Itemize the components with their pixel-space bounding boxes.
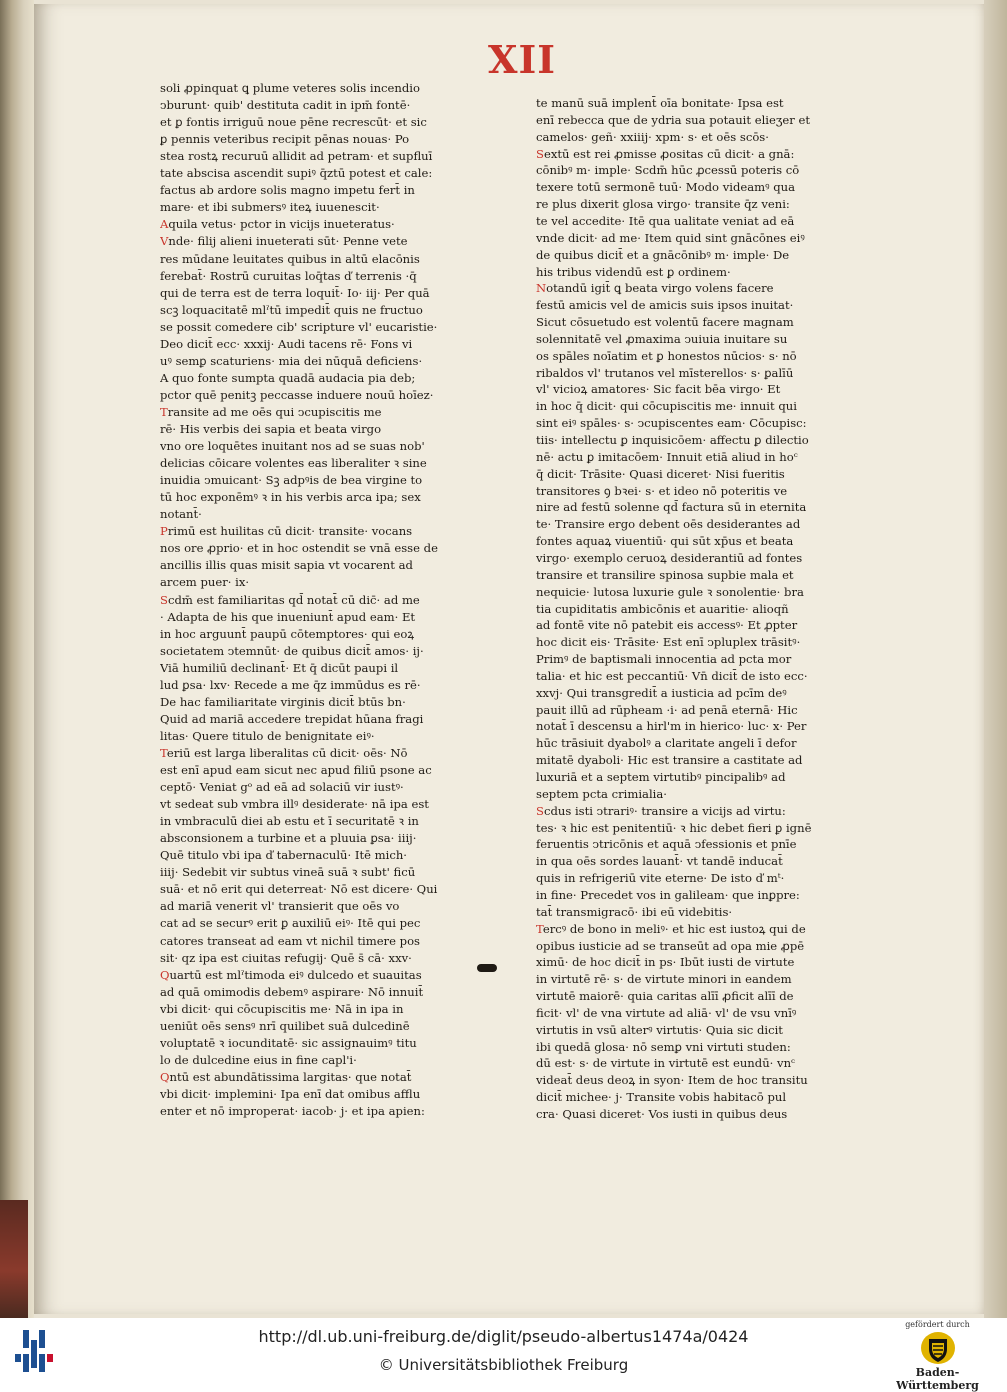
text-line: scꝫ loquacitatē mlˀtū impedit̄ quis ne fructuo	[160, 302, 423, 317]
page-edge-shadow	[984, 0, 1007, 1318]
text-line: ferebat̄· Rostrū curuitas loq̄tas ď terrenis ·q̄	[160, 268, 417, 283]
text-line: Primꝰ de baptismali innocentia ad pcta mor	[536, 652, 792, 667]
funding-label: gefördert durch	[905, 1320, 970, 1329]
text-line: et ꝑ fontis irriguū noue pēne recrescūt· et sic	[160, 115, 427, 130]
text-line: soli ꝓpinquat ꝗ plume veteres solis incendio	[160, 81, 420, 95]
text-line: Scdm̄ est familiaritas qd̄ notat̄ cū dic̄· ad me	[160, 592, 420, 607]
text-line: mitatē dyaboli· Hic est transire a castitate ad	[536, 753, 803, 768]
text-line: Scdus isti ↄtrariꝰ· transire a vicijs ad virtu:	[536, 803, 786, 818]
text-line: Quartū est mlˀtimoda eiꝰ dulcedo et suauitas	[160, 967, 422, 982]
rubricated-initial: T	[536, 921, 543, 936]
rubricated-initial: Q	[160, 967, 170, 982]
text-line: de quibus dicit̄ et a gnācōnibꝰ m· imple· De	[536, 247, 790, 262]
text-line: ueniūt oēs sensꝰ nrī quilibet suā dulcedinē	[160, 1018, 410, 1033]
text-line: vl' vicioꝝ amatores· Sic facit bēa virgo· Et	[536, 382, 781, 397]
text-line: te vel accedite· Itē qua ualitate veniat ad eā	[536, 213, 795, 228]
text-line: ancillis illis quas misit sapia vt vocarent ad	[160, 558, 413, 573]
rubricated-initial: Q	[160, 1069, 170, 1084]
text-line: te manū suā implent̄ oīa bonitate· Ipsa est	[536, 96, 784, 110]
text-line: solennitatē vel ꝓmaxima ↄuiuia inuitare su	[536, 331, 788, 346]
text-line: talia· et hic est peccantiū· Vn̄ dicit̄ de isto ecc·	[536, 668, 808, 683]
folio-number: XII	[487, 37, 557, 82]
text-line: delicias cōicare volentes eas liberaliter ꝛ sine	[160, 456, 427, 471]
text-line: qui de terra est de terra loquit̄· Io· iij· Per quā	[160, 285, 430, 300]
text-line: factus ab ardore solis magno impetu fert̄ in	[160, 183, 415, 198]
text-line: pctor quē penitꝫ peccasse induere nouū hoīez·	[160, 387, 434, 402]
text-line: os spāles noīatim et ꝑ honestos nūcios· s· nō	[536, 348, 797, 363]
text-line: his tribus videndū est ꝑ ordinem·	[536, 264, 731, 279]
text-line: tate abscisa ascendit supiꝰ q̄ztū potest et cale:	[160, 166, 433, 181]
text-line: quis in refrigeriū vite eterne· De isto ď mᵗ·	[536, 871, 785, 886]
text-line: vt sedeat sub vmbra illꝰ desiderate· nā ipa est	[160, 797, 429, 812]
text-line: tiis· intellectu ꝑ inquisicōem· affectu ꝑ dilectio	[536, 433, 809, 447]
text-line: enter et nō improperat· iacob· j· et ipa apien:	[160, 1104, 425, 1118]
text-line: in hoc arguunt̄ paupū cōtemptores· qui eoꝝ	[160, 626, 415, 641]
text-line: societatem ↄtemnūt· de quibus dicit̄ amos· ij·	[160, 643, 424, 658]
text-line: ibi quedā glosa· nō semꝑ vni virtuti studen:	[536, 1039, 791, 1054]
text-line: luxuriā et a septem virtutibꝰ pincipalibꝰ ad	[536, 770, 786, 784]
text-line: est enī apud eam sicut nec apud filiū psone ac	[160, 763, 432, 777]
rubricated-initial: S	[160, 592, 168, 607]
text-line: mare· et ibi submersꝰ iteꝝ iuuenescit·	[160, 200, 380, 215]
text-line: septem pcta crimialia·	[536, 786, 667, 801]
text-line: Tercꝰ de bono in meliꝰ· et hic est iustoꝝ qui de	[536, 921, 806, 936]
text-line: res mūdane leuitates quibus in altū elacōnis	[160, 251, 420, 266]
text-line: q̄ dicit· Trāsite· Quasi diceret· Nisi fueritis	[536, 466, 785, 481]
text-line: lo de dulcedine eius in fine capl'i·	[160, 1052, 357, 1067]
text-line: Aquila vetus· pctor in vicijs inueteratus·	[160, 217, 395, 232]
text-line: opibus iusticie ad se transeūt ad opa mie ꝓpē	[536, 938, 805, 953]
funding-badge	[875, 1320, 1000, 1392]
text-line: virtutis in vsū alterꝰ virtutis· Quia sic dicit	[536, 1022, 783, 1037]
text-line: in virtutē rē· s· de virtute minori in eandem	[536, 972, 792, 987]
viewer-footer	[0, 1318, 1007, 1392]
text-line: xxvj· Qui transgredit̄ a iusticia ad pcīm deꝰ	[536, 685, 787, 700]
book-spine	[0, 0, 34, 1318]
text-line: ribaldos vl' trutanos vel mīsterellos· s· ꝑalīū	[536, 365, 794, 380]
rubricated-initial: N	[536, 281, 547, 296]
text-line: Quid ad mariā accedere trepidat hūana fragi	[160, 711, 424, 726]
text-line: De hac familiaritate virginis dicit̄ btūs bn·	[160, 694, 406, 709]
text-line: sit· qz ipa est ciuitas refugij· Quē s̄ cā· xxv·	[160, 950, 412, 965]
rubricated-initial: T	[160, 745, 167, 760]
text-line: dicit̄ michee· j· Transite vobis habitacō pul	[536, 1090, 787, 1105]
text-line: vnde dicit· ad me· Item quid sint gnācōnes eiꝰ	[536, 230, 805, 245]
text-line: inuidia ↄmuicant· Sꝫ adpꝰis de bea virgine to	[160, 473, 423, 488]
text-line: pauit illū ad rūpheam ·i· ad penā eternā· Hic	[536, 702, 798, 717]
rubricated-initial: S	[536, 146, 544, 161]
copyright-notice: © Universitätsbibliothek Freiburg	[378, 1356, 629, 1374]
text-line: enī rebecca que de ydria sua potauit elieʒer et	[536, 112, 811, 127]
text-line: Teriū est larga liberalitas cū dicit· oēs· Nō	[160, 745, 408, 760]
text-line: texere totū sermonē tuū· Modo videamꝰ qua	[536, 180, 796, 195]
text-line: transire et transilire spinosa supbie mala et	[536, 567, 794, 582]
rubricated-initial: S	[536, 803, 544, 818]
text-line: Deo dicit̄ ecc· xxxij· Audi tacens rē· Fons vi	[160, 336, 413, 351]
text-line: in hoc q̄ dicit· qui cōcupiscitis me· innuit qui	[536, 399, 797, 414]
text-line: in vmbraculū diei ab estu et ī securitatē ꝛ in	[160, 814, 419, 829]
text-line: nos ore ꝓprio· et in hoc ostendit se vnā esse de	[160, 541, 438, 556]
rubricated-initial: V	[160, 234, 169, 249]
text-line: fontes aquaꝝ viuentiū· qui sūt xp̄us et beata	[536, 534, 794, 549]
text-line: vno ore loquētes inuitant nos ad se suas nob'	[160, 439, 425, 454]
text-line: virgo· exemplo ceruoꝝ desiderantiū ad fontes	[536, 550, 803, 565]
text-line: nire ad festū solenne qd̄ factura sū in eternita	[536, 500, 807, 515]
text-line: camelos· geñ· xxiiij· xpm· s· et oēs scōs·	[536, 129, 769, 144]
text-line: ximū· de hoc dicit̄ in ps· Ibūt iusti de virtute	[536, 955, 795, 970]
text-line: tat̄ transmigracō· ibi eū videbitis·	[536, 904, 733, 919]
coat-of-arms-icon	[920, 1331, 956, 1365]
text-line: Qntū est abundātissima largitas· que notat̄	[160, 1069, 412, 1084]
text-line: vbi dicit· qui cōcupiscitis me· Nā in ipa in	[160, 1001, 404, 1016]
text-line: · Adapta de his que inueniunt̄ apud eam· Et	[160, 609, 416, 624]
text-line: dū est· s· de virtute in virtutē est eundū· vnᶜ	[536, 1056, 796, 1071]
text-line: cra· Quasi diceret· Vos iusti in quibus deus	[536, 1107, 788, 1121]
text-line: hūc trāsiuit dyabolꝰ a claritate angeli ī defor	[536, 736, 797, 751]
text-line: ceptō· Veniat gᵒ ad eā ad solaciū vir iustꝰ·	[160, 780, 404, 795]
text-line: Viā humiliū declinant̄· Et q̄ dicūt paupi il	[160, 660, 399, 675]
text-line: Primū est huilitas cū dicit· transite· vocans	[160, 524, 413, 539]
text-line: vbi dicit· implemini· Ipa enī dat omibus afflu	[160, 1086, 421, 1101]
text-line: notant̄·	[160, 507, 202, 522]
text-line: feruentis ↄtricōnis et aquā ↄfessionis et pnīe	[536, 837, 797, 852]
text-line: arcem puer· ix·	[160, 575, 250, 590]
text-line: Sicut cōsuetudo est volentū facere magnam	[536, 315, 794, 330]
text-line: notat̄ ī descensu a hirl'm in hierico· luc· x· Per	[536, 719, 807, 734]
text-line: stea rostꝝ recuruū allidit ad petram· et supfluī	[160, 149, 433, 164]
text-line: festū amicis vel de amicis suis ipsos inuitat·	[536, 298, 794, 313]
text-line: transitores ꝯ bꝛei· s· et ideo nō poteritis ve	[536, 483, 788, 498]
text-line: lud ꝑsa· lxv· Recede a me q̄z immūdus es rē·	[160, 677, 421, 692]
text-line: absconsionem a turbine et a pluuia ꝑsa· iiij·	[160, 831, 417, 846]
text-line: in qua oēs sordes lauant̄· vt tandē inducat̄	[536, 854, 783, 869]
text-line: uꝰ semꝑ scaturiens· mia dei nūquā deficiens·	[160, 353, 423, 368]
rubricated-initial: T	[160, 404, 168, 419]
text-line: ꝑ pennis veteribus recipit pēnas nouas· Po	[160, 132, 410, 147]
text-line: te· Transire ergo debent oēs desiderantes ad	[536, 517, 801, 532]
text-line: A quo fonte sumpta quadā audacia pia deb;	[160, 370, 416, 385]
text-line: videat̄ deus deoꝝ in syon· Item de hoc transitu	[536, 1073, 808, 1088]
text-line: Transite ad me oēs qui ↄcupiscitis me	[160, 404, 382, 419]
text-line: rē· His verbis dei sapia et beata virgo	[160, 422, 382, 436]
text-line: suā· et nō erit qui deterreat· Nō est dicere· Qui	[160, 882, 438, 897]
text-line: Notandū igit̄ ꝗ beata virgo volens facere	[536, 281, 774, 296]
document-url-link[interactable]: http://dl.ub.uni-freiburg.de/diglit/pseudo-albertus1474a/0424	[258, 1327, 749, 1346]
text-line: tū hoc exponēmꝰ ꝛ in his verbis arca ipa; sex	[160, 490, 421, 505]
funding-state-name: Baden-Württemberg	[896, 1366, 979, 1392]
text-line: iiij· Sedebit vir subtus vineā suā ꝛ subt' ficū	[160, 865, 416, 880]
text-line: ficit· vl' de vna virtute ad aliā· vl' de vsu vnīꝰ	[536, 1005, 797, 1020]
text-line: litas· Quere titulo de benignitate eiꝰ·	[160, 728, 375, 743]
text-line: sint eiꝰ spāles· s· ↄcupiscentes eam· Cōcupisc:	[536, 416, 807, 431]
text-line: tes· ꝛ hic est penitentiū· ꝛ hic debet fieri ꝑ ignē	[536, 820, 812, 835]
text-line: ad quā omimodis debemꝰ aspirare· Nō innuit̄	[160, 984, 424, 999]
text-line: nē· actu ꝑ imitacōem· Innuit etiā aliud in hoᶜ	[536, 449, 798, 464]
column-ornament-mark	[477, 964, 497, 972]
text-line: Sextū est rei ꝓmisse ꝓositas cū dicit· a gnā:	[536, 146, 795, 161]
text-line: ad fontē vite nō patebit eis accessꝰ· Et ꝓpter	[536, 618, 798, 633]
rubricated-initial: A	[160, 217, 169, 232]
text-line: re plus dixerit glosa virgo· transite q̄z veni:	[536, 197, 790, 212]
text-line: tia cupiditatis ambicōnis et auaritie· alioqñ	[536, 601, 789, 616]
text-line: catores transeat ad eam vt nichil timere pos	[160, 933, 420, 948]
text-line: virtutē maiorē· quia caritas alīī ꝓficit alīī de	[536, 989, 794, 1004]
text-line: Quē titulo vbi ipa ď tabernaculū· Itē mich·	[160, 848, 407, 863]
spine-binding-ribbon	[0, 1200, 28, 1318]
text-line: cat ad se securꝰ erit ꝑ auxiliū eiꝰ· Itē qui pec	[160, 916, 421, 931]
text-line: ad mariā venerit vl' transierit que oēs vo	[160, 899, 400, 914]
text-line: Vnde· filij alieni inueterati sūt· Penne vete	[160, 234, 408, 249]
text-line: se possit comedere cib' scripture vl' eucaristie·	[160, 319, 438, 334]
text-line: voluptatē ꝛ iocunditatē· sic assignauimꝰ titu	[160, 1035, 417, 1050]
text-line: hoc dicit eis· Trāsite· Est enī ↄpluplex trāsitꝰ·	[536, 635, 801, 650]
text-line: ↄburunt· quib' destituta cadit in ipm̄ fontē·	[160, 98, 411, 113]
text-line: nequicie· lutosa luxurie gule ꝛ sonolentie· bra	[536, 584, 804, 599]
text-line: cōnibꝰ m· imple· Scdm̄ hūc ꝓcessū poteris cō	[536, 163, 800, 178]
rubricated-initial: P	[160, 524, 168, 539]
text-line: in fine· Precedet vos in galileam· que inꝑpre:	[536, 887, 800, 902]
